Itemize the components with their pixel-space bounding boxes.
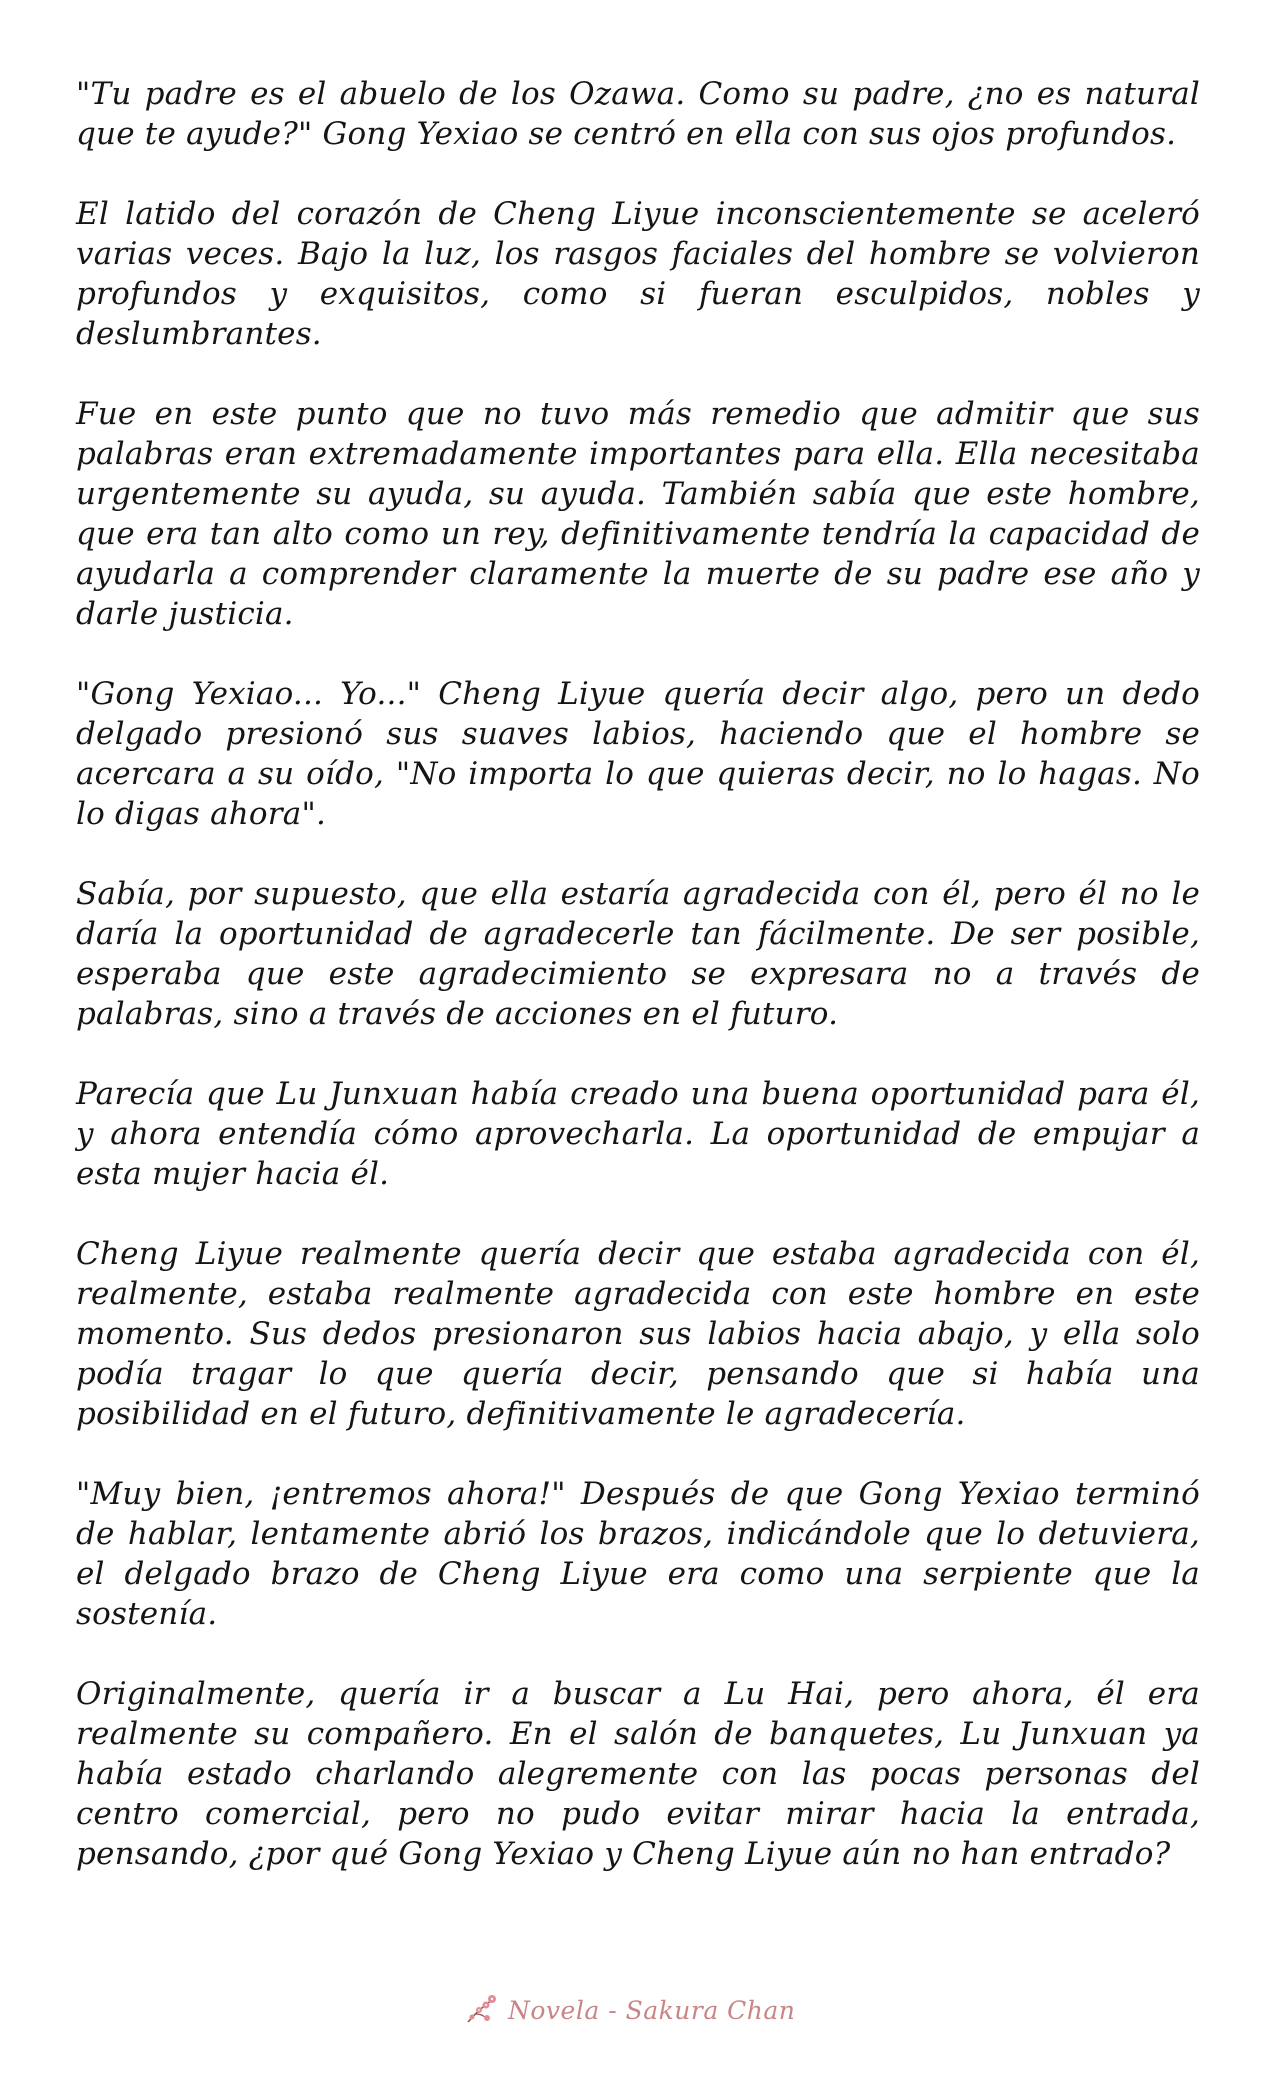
- watermark: [462, 1990, 795, 2030]
- paragraph-7: Cheng Liyue realmente quería decir que estaba agradecida con él, realmente, estaba realmente agradecida con este hombre en este momento. Sus dedos presionaron sus labios hacia abajo, y ella solo podía tragar lo que quería decir, pensando que si había una posibilidad en el futuro, definitivamente le agradecería.: [76, 1236, 1200, 1432]
- document-body: [76, 74, 1200, 1874]
- watermark-text: Novela - Sakura Chan: [508, 1995, 796, 2025]
- cherry-blossom-icon: [462, 1992, 502, 2028]
- paragraph-2: El latido del corazón de Cheng Liyue inconscientemente se aceleró varias veces. Bajo la luz, los rasgos faciales del hombre se volvieron profundos y exquisitos, como si fueran esculpidos, nobles y deslumbrantes.: [76, 196, 1200, 352]
- paragraph-4: "Gong Yexiao... Yo..." Cheng Liyue quería decir algo, pero un dedo delgado presionó sus suaves labios, haciendo que el hombre se acercara a su oído, "No importa lo que quieras decir, no lo hagas. No lo digas ahora".: [76, 676, 1200, 832]
- paragraph-5: Sabía, por supuesto, que ella estaría agradecida con él, pero él no le daría la oportunidad de agradecerle tan fácilmente. De ser posible, esperaba que este agradecimiento se expresara no a través de palabras, sino a través de acciones en el futuro.: [76, 876, 1200, 1032]
- paragraph-9: Originalmente, quería ir a buscar a Lu Hai, pero ahora, él era realmente su compañero. En el salón de banquetes, Lu Junxuan ya había estado charlando alegremente con las pocas personas del centro comercial, pero no pudo evitar mirar hacia la entrada, pensando, ¿por qué Gong Yexiao y Cheng Liyue aún no han entrado?: [76, 1676, 1200, 1872]
- paragraph-8: "Muy bien, ¡entremos ahora!" Después de que Gong Yexiao terminó de hablar, lentamente abrió los brazos, indicándole que lo detuviera, el delgado brazo de Cheng Liyue era como una serpiente que la sostenía.: [76, 1476, 1200, 1632]
- paragraph-1: "Tu padre es el abuelo de los Ozawa. Como su padre, ¿no es natural que te ayude?" Gong Yexiao se centró en ella con sus ojos profundos.: [76, 76, 1200, 152]
- paragraph-3: Fue en este punto que no tuvo más remedio que admitir que sus palabras eran extremadamente importantes para ella. Ella necesitaba urgentemente su ayuda, su ayuda. También sabía que este hombre, que era tan alto como un rey, definitivamente tendría la capacidad de ayudarla a comprender claramente la muerte de su padre ese año y darle justicia.: [76, 396, 1200, 632]
- paragraph-6: Parecía que Lu Junxuan había creado una buena oportunidad para él, y ahora entendía cómo aprovecharla. La oportunidad de empujar a esta mujer hacia él.: [76, 1076, 1200, 1192]
